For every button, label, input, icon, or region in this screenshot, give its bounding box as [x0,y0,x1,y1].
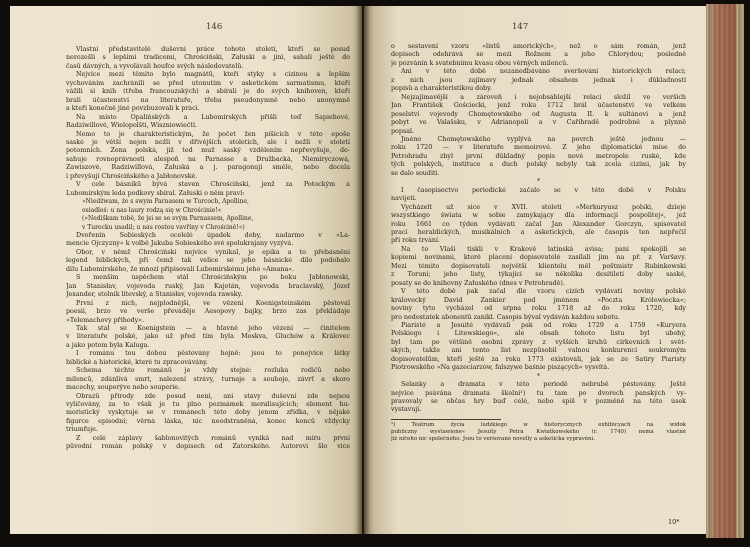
text-line: Mezi témito dopisovateli největší klientelu měl poštmistr Rubinkowski [391,262,686,270]
text-line: je pozvánín k svatebnímu kvasu obou věrných milenců. [391,59,569,67]
text-line: Tak stal se Koenigstein — a hlavně jeho vězení — činitelem [76,324,350,332]
text-line: pobyt ve Valašsku, v Adrianopoli a v Cařihradě podrobně a plynně [391,119,686,127]
text-line: Nejzajímavější a zároveň i nejobsáhlejší relaci složil ve verších [401,93,686,101]
footnote-line: ¹) Teatrum życia ludzkiego w historycznych exhibicyach na widok [391,421,686,428]
text-line: biblické a historické, které tu zpracovávány. [66,358,208,366]
text-line: Piotrowského »Na gazeciarzów, falszywe baśnie piszących« vysvítá. [391,364,610,372]
text-line: První z nich, nejplodnější, ve vězení Koenigsteinském pěstoval [76,299,350,307]
right-page-number: 147 [512,22,529,32]
text-line: V této době pak začal dle vzoru cizích vydávati noviny polské [401,288,686,296]
text-line: popisů a charakteristikou doby. [391,85,492,93]
text-line: * [537,178,540,186]
text-line: roku 1720 — v literatuře memoirové. Z jeho diplomatické mise do [391,144,686,152]
text-line: navijeti. [391,195,417,203]
text-line: I románu tou dobou pěstovány hojně: jsou to ponejvíce látky [76,350,350,358]
text-line: moristický vyskytuje se v románech této doby jenom zřídka, v nějaké [66,409,350,417]
text-line: osiadleś: u nas laury rodzą się w Chrościnie!« [82,206,222,214]
text-line: noviny tyto vycházel od srpna roku 1718 až do roku 1720, kdy [391,305,686,313]
text-line: Na místo Opalińských a Lubomirských přišli teď Sapiehové, [76,113,350,121]
text-line: potomních. Žena polská, již ted muž saský vzdělením nepřevyšuje, do- [66,147,350,155]
text-line: posaty se do knihovny Załuského (dnes v Petrohradě). [391,279,565,287]
text-line: V cele básníků bývá staven Chrościński, jenž za Potockým a [76,181,350,189]
text-line: v Turecku usadil; u nás rostou vavříny v Chrościně!«) [82,223,245,231]
text-line: popsal. [391,127,415,135]
text-line: Z celé záplavy šablonovitých románů vyniká nad míru první [76,434,350,442]
text-line: královecký David Zankier pod jménem »Poczta Królewiecka«; [391,296,686,304]
text-line: z nich jsou zajímavy jednak obsahem jednak i důkladností [391,76,686,84]
text-line: Ani v této době nezanedbáváno sveršování historických relací; [401,68,686,76]
text-line: dopisovatelům, kteří ještě za roku 1773 existovali, jak se ze Satiry Piaristy [391,355,686,363]
text-line: prací heraldických, musikálních a asketických, ale časopis ten nepřečil [391,228,686,236]
text-line: nejvíce psávána dramata školní¹) tu tam po dvorech panských vy- [391,389,686,397]
text-line: se dalo souditi. [391,169,440,177]
text-line: I časopisectvo periodické začalo se v této době v Polsku [401,186,686,194]
text-line: poesii, brzo ve verše převáděje Aesopovy bajky, brzo zas překládaje [66,308,350,316]
text-line: mencie Ojczyzny« k volbě Jakuba Sobieského své spolukrajany vyzývá. [66,240,294,248]
text-line: Nemo to je charakteristickým, že počet žen píšících v této epoše [76,130,350,138]
text-line: legend biblických, při čemž tak velice se jeho básnické dílo podobalo [66,257,350,265]
text-line: ských, takže ani tento list nezpůsobil valnou konkurenci soukromým [391,347,686,355]
text-line: Polskiego i Litewskiego«, ale obsah tohoto listu byl ubohý, [391,330,686,338]
text-line: Obrazů přírody zde posud není, ani stavy duševní zde nejsou [76,392,350,400]
text-line: brali účastenství na literatuře, třeba pseudonymně nebo anonymně [66,96,350,104]
text-line: vychováním zachránili se před utonutím v asketickém sarmatismu, kteří [66,79,350,87]
text-line: wszystkiego świata w sobie zamykający dla informacji pospolitej«, jež [391,212,686,220]
text-line: Jan Stanisłav, vojevoda ruský, Jan Kajetán, vojevoda braclavský, Józef [66,282,350,290]
right-page-text [391,43,686,443]
left-page [10,6,362,534]
text-line: Radziwillové, Wielopolští, Wiszniowiečtí. [66,122,197,130]
footnote-line: již ničeho nic společného. Jsou to veršované novelly a asketická vyprávění. [391,436,595,443]
text-line: původní román polský v dopisech od Zatorského. Autorovi šlo více [66,443,350,451]
right-page [364,6,706,534]
text-line: triumfuje. [66,426,98,434]
text-line: Jméno Chomętowského vyplývá na povrch ještě jednou — [401,135,686,143]
text-line: a kteří konečně jiné povzbuzovali k práci. [66,105,200,113]
left-page-text [66,46,350,452]
text-line: vystavují. [391,406,422,414]
text-line: vážili si knih (třeba francouzských) a sbírali je do svých knihoven, kteří [66,88,350,96]
text-line: časů dávných, a vyvolávali houfce svých následovatelů. [66,62,244,70]
text-line: i převyšují Chrościńského a Jabłonovské. [66,172,198,180]
spine-shadow [356,6,370,534]
text-line: »Telemachovy příhody«. [66,316,145,324]
text-line: v literatuře polské, jako už před tím byla Moskva, Gluchów a Královec [66,333,350,341]
text-line: macechy, souperýve nebo souperie. [66,384,181,392]
left-page-number: 146 [206,22,223,32]
text-line: nerozešli s lepšími tradicemi, Chrościński, Załuski a jiní, sahali ještě do [66,54,350,62]
text-line: Selanky a dramata v této periodě nebrubě pěstovány. Ještě [401,381,686,389]
text-line: tých polských, instituce a duch polský nebyly tak zcela cizími, jak by [391,161,686,169]
text-line: sahuje rovnoprávnosti alespoň na Parnasse a Družbacká, Niemiryczowá, [66,155,350,163]
text-line: »Niedźwam, że s swym Parnasem w Turcoch, Apolline, [82,198,249,206]
footnote-rule [391,419,501,420]
text-line: Vycházelt už sice v XVII. století »Merkuryusz polski, dzieje [401,203,686,211]
page-edges-tint [706,4,736,538]
text-line: dopisech odehrává se mezi Rožnem a jeho Chlorydou; posledně [391,51,686,59]
text-line: Lubomirským leda podkovy sbíral. Załuski o něm praví: [66,189,245,197]
text-line: poselství vojevody Chomętowského od Augusta II. k sultánovi a jenž [391,110,686,118]
footnote-line: publiczny wystawione« Jesuity Petra Kwiatkowského (r. 1740) nemá vlastně [391,429,686,436]
text-line: milenců, zdánlivá smrt, nalezení strávy, turnaje a souboje, závrť a skoro [66,375,350,383]
text-line: byl tam po většině osobní zprávy z vyšších kruhů církevních i svět- [391,338,686,346]
text-line: Jan František Gościecki, jenž roku 1712 brál účastenství ve velkém [391,102,686,110]
text-line: pravovaly se občas hry buď celé, nebo spíš v pozměně na této úsek [391,398,686,406]
text-line: figurce episodní; věrná láska, nic neodstraněná, konec konců vždycky [66,417,350,425]
text-line: * [537,372,540,380]
text-line: o sestavení vzoru »listů amorických«, než o sám román, jenž [391,43,686,50]
text-line: a jako potom byla Kaluga. [66,341,150,349]
text-line: Nejvíce mezi těmito bylo magnátů, kteří styky s cizinou a lepším [76,71,350,79]
text-line: Obor, v němž Chrościński nejvíce vynikal, je epika a to přebásnění [76,248,350,256]
signature-mark: 10* [668,518,680,526]
text-line: z Toruni; jeho listy, týkající se několika desítiletí doby saské, [391,271,686,279]
text-line: roku 1661 co týden vydávati začal Jan Alexander Gorczyn, spisovatel [391,220,686,228]
text-line: Schema téchto románů je vždy stejné: rozluka rodičů nebo [76,367,350,375]
text-line: pro nedostatek abonentů zanikl. Časopis býval vydáván každou sobotu. [391,313,620,321]
text-line: Vlastní představitelé duševní práce tohoto století, kteří se posud [76,46,350,53]
text-line: Na to Vlaší tiskli v Krakově latinská avisa; pani spokojili se [401,245,686,253]
text-line: dílu Lubomirského, že mnozí připisovali Lubomirskému jeho »Amana«. [66,265,295,273]
text-line: Dvořenín Sobieských ocelelé úpadek doby, nadarmo v »La- [76,231,350,239]
text-line: Petrohradu zbyl první důkladný popis nové metropole ruské, kde [391,152,686,160]
text-line: Piaristé a Jesuité vydávali pak od roku 1729 a 1759 »Kuryera [401,321,686,329]
text-line: pří roku trvání. [391,237,441,245]
text-line: S menším úspěchem stál Chrościńským po boku Jabłonowski, [76,274,350,282]
text-line: saské je větší nejen nežli v dřívějších stoletích, ale i nežli v století [66,138,350,146]
text-line: vylíčovány, za to však je tu plno pozmámek moralisujících; element hu- [66,401,350,409]
text-line: Jexander, stolník litevský, a Stanisłav, vojevoda rawsky. [66,291,243,299]
text-line: Zawiszové, Radziwillová, Załuská a j. paragonují směle, nebo docela [66,164,350,172]
text-line: (»Nediškam tobě, že jsi se se svým Parnassem, Apolline, [82,215,254,223]
text-line: kopiemi novinami, které placení dopisovatelé zasílali jim na př. z Varšavy. [391,254,686,262]
